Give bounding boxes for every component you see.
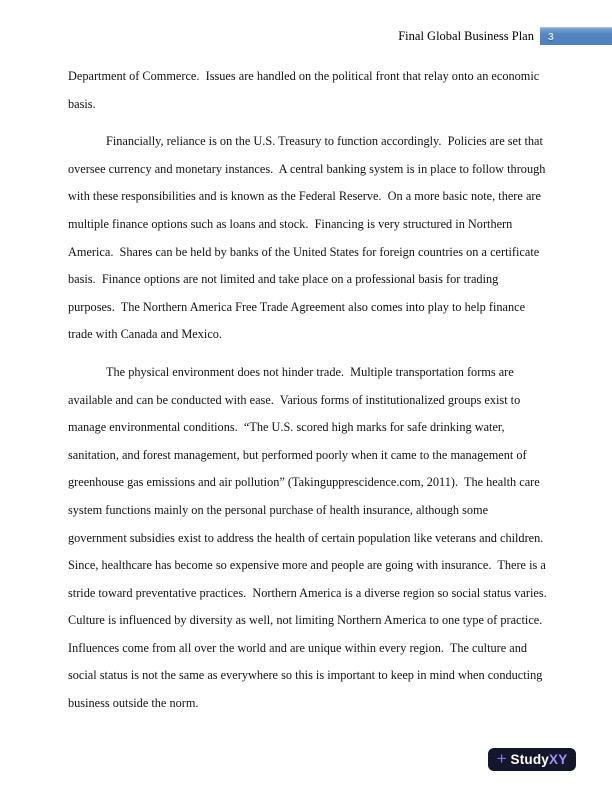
paragraph: The physical environment does not hinder trade. Multiple transportation forms are available and can be conducted with ease. Various forms of institutionalized groups exist to manage environmental conditions. “The U.S. scored high marks for safe drinking water, sanitation, and forest management, but performed poorly when it came to the management of greenhouse gas emissions and air pollution” (Takingupprescidence.com, 2011). The health care system functions mainly on the personal purchase of health insurance, although some government subsidies exist to address the health of certain population like veterans and children. Since, healthcare has become so expensive more and people are going with insurance. There is a stride toward preventative practices. Northern America is a diverse region so social status varies. Culture is influenced by diversity as well, not limiting Northern America to one type of practice. Influences come from all over the world and are unique within every region. The culture and social status is not the same as everywhere so this is important to keep in mind when conducting business outside the norm. [68, 364, 553, 711]
logo-text-xy: XY [549, 752, 568, 767]
page-header [0, 27, 612, 45]
paragraph: Department of Commerce. Issues are handled on the political front that relay onto an economic basis. [68, 69, 543, 111]
studyxy-logo[interactable] [488, 748, 576, 771]
logo-text-study: Study [510, 752, 550, 767]
document-body [68, 63, 553, 728]
page-number-bar [540, 27, 612, 45]
paragraph: Financially, reliance is on the U.S. Treasury to function accordingly. Policies are set that oversee currency and monetary instances. A central banking system is in place to follow through with these responsibilities and is known as the Federal Reserve. On a more basic note, there are multiple finance options such as loans and stock. Financing is very structured in Northern America. Shares can be held by banks of the United States for foreign countries on a certificate basis. Finance options are not limited and take place on a professional basis for trading purposes. The Northern America Free Trade Agreement also comes into play to help finance trade with Canada and Mexico. [68, 134, 549, 342]
page-number: 3 [548, 30, 554, 43]
page-footer [0, 748, 612, 772]
header-title: Final Global Business Plan [398, 28, 534, 43]
plus-icon: + [496, 749, 507, 768]
